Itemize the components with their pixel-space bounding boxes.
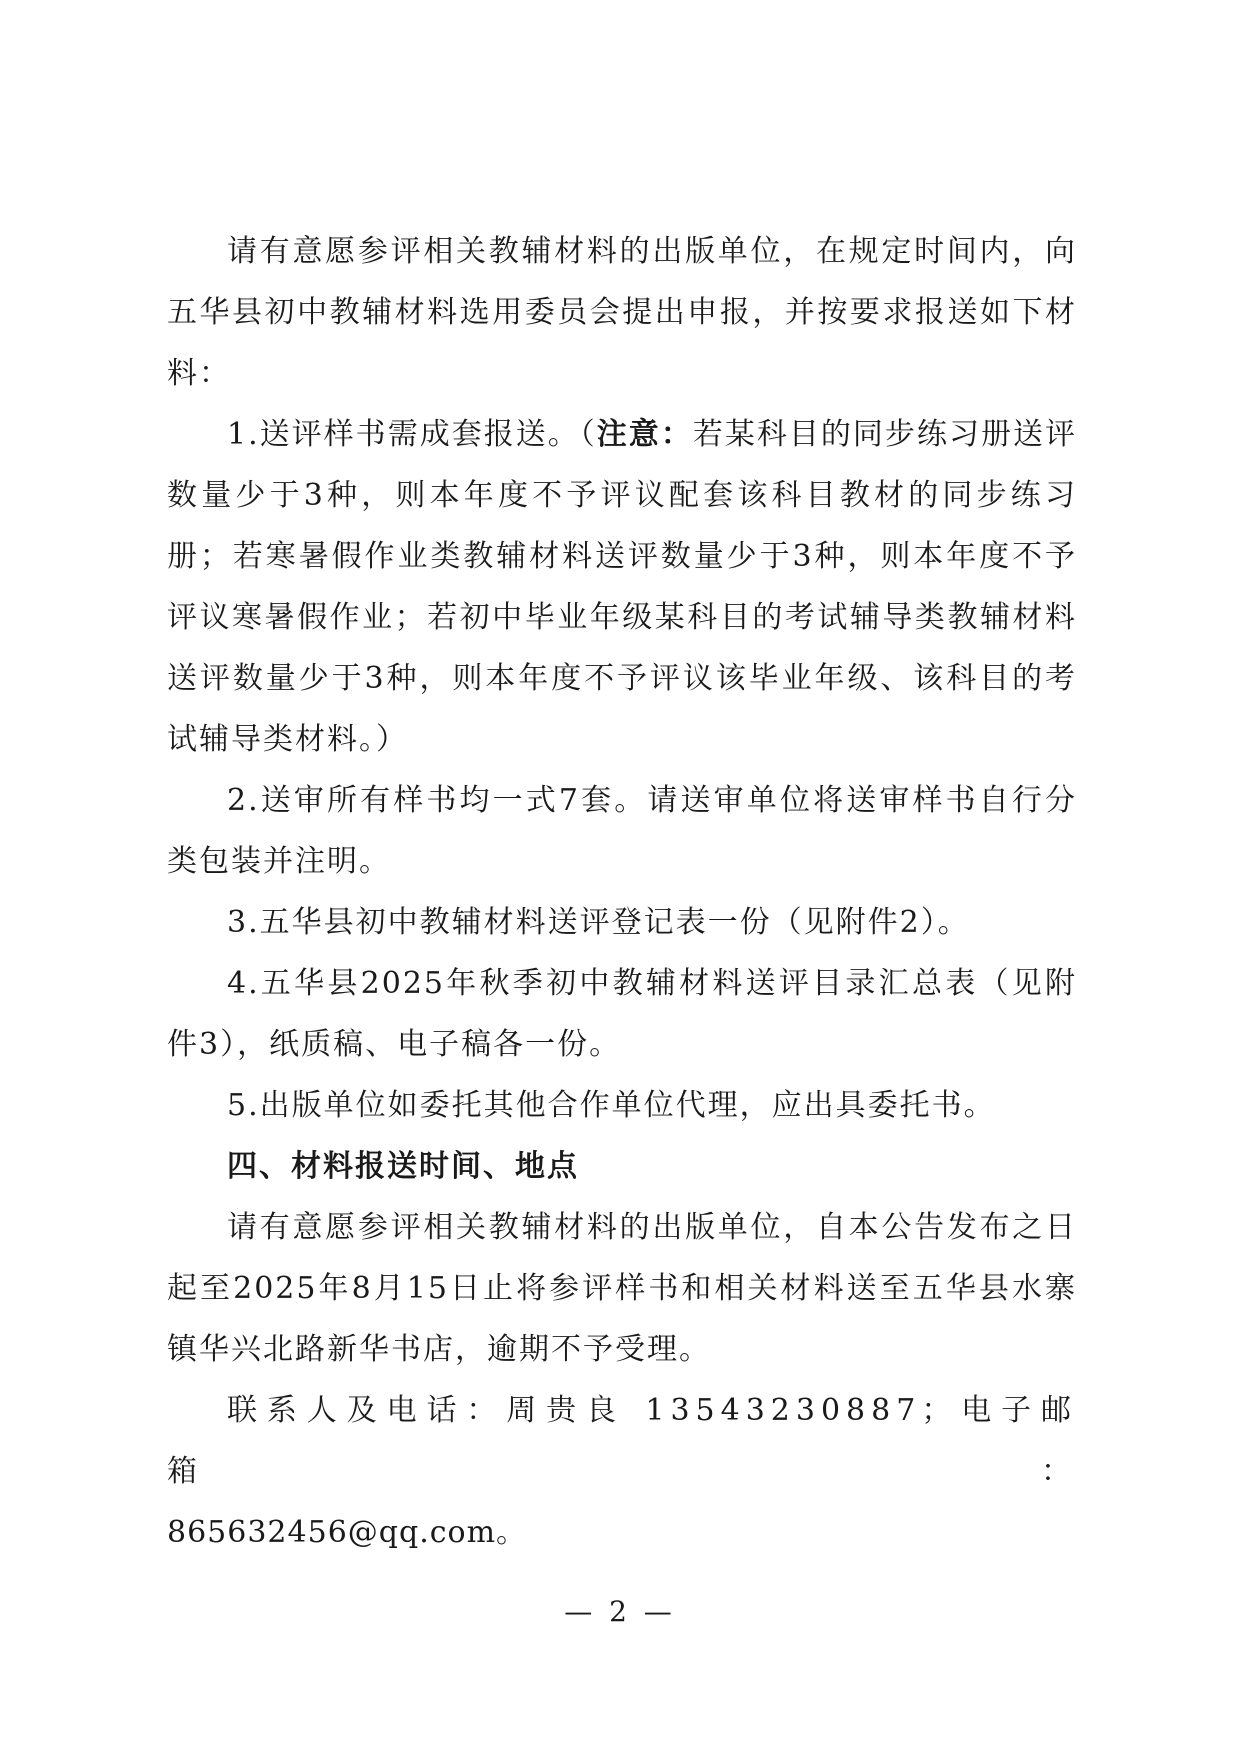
page-number: — 2 — <box>564 1595 676 1628</box>
item-3-paragraph: 3.五华县初中教辅材料送评登记表一份（见附件2）。 <box>227 905 970 940</box>
item-1-note-label: 注意： <box>596 417 693 452</box>
contact-email-line: 865632456@qq.com。 <box>167 1515 528 1550</box>
item-1-body: 若某科目的同步练习册送评数量少于3种，则本年度不予评议配套该科目教材的同步练习册；若寒暑假作业类教辅材料送评数量少于3种，则本年度不予评议寒暑假作业；若初中毕业年级某科目的考试辅导类教辅材料送评数量少于3种，则本年度不予评议该毕业年级、该科目的考试辅导类材料。） <box>167 417 1078 757</box>
item-4-paragraph: 4.五华县2025年秋季初中教辅材料送评目录汇总表（见附件3），纸质稿、电子稿各一份。 <box>167 966 1077 1062</box>
intro-paragraph: 请有意愿参评相关教辅材料的出版单位，在规定时间内，向五华县初中教辅材料选用委员会提出申报，并按要求报送如下材料： <box>167 234 1077 391</box>
item-5-paragraph: 5.出版单位如委托其他合作单位代理，应出具委托书。 <box>227 1088 996 1123</box>
section-4-heading: 四、材料报送时间、地点 <box>227 1149 579 1184</box>
item-2-paragraph: 2.送审所有样书均一式7套。请送审单位将送审样书自行分类包装并注明。 <box>167 783 1077 879</box>
section-4-paragraph: 请有意愿参评相关教辅材料的出版单位，自本公告发布之日起至2025年8月15日止将参评样书和相关材料送至五华县水寨镇华兴北路新华书店，逾期不予受理。 <box>167 1210 1077 1367</box>
item-1-paragraph <box>167 404 1077 770</box>
document-body <box>167 221 1077 1563</box>
contact-label-line: 联系人及电话：周贵良 13543230887；电子邮箱： <box>167 1393 1077 1489</box>
item-1-prefix: 1.送评样书需成套报送。（ <box>227 417 597 452</box>
